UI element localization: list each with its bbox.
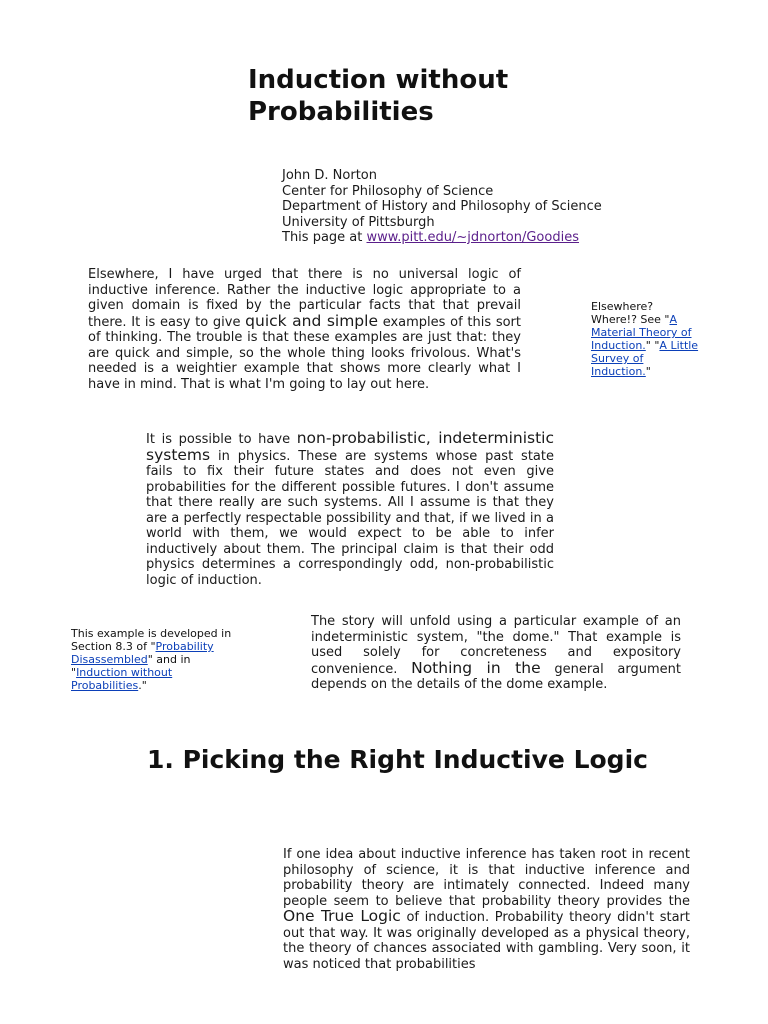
- intro-emphasis: quick and simple: [245, 311, 378, 330]
- sidenote-text: .": [138, 679, 147, 692]
- author-page-line: [282, 230, 702, 246]
- indeterministic-paragraph: [146, 431, 554, 588]
- author-department: Department of History and Philosophy of Science: [282, 199, 602, 214]
- section-heading: 1. Picking the Right Inductive Logic: [147, 745, 648, 774]
- para4-text-b: of induction. Probability theory didn't start out that way. It was originally developed as a physical theory, the theory of chances associated with gambling. Very soon, it was noticed that probabilities: [283, 910, 690, 972]
- page-prefix: This page at: [282, 230, 367, 245]
- probability-disassembled-link[interactable]: Probability Disassembled: [71, 640, 214, 666]
- author-block: [282, 168, 702, 246]
- sidenote-example: [71, 627, 241, 692]
- material-theory-link[interactable]: A Material Theory of Induction.: [591, 313, 692, 352]
- para4-text-a: If one idea about inductive inference has taken root in recent philosophy of science, it is that inductive inference and probability theory are intimately connected. Indeed many people seem to believe that probability theory provides the: [283, 847, 690, 909]
- induction-without-probabilities-link[interactable]: Induction without Probabilities: [71, 666, 173, 692]
- para4-emphasis: One True Logic: [283, 907, 401, 925]
- para2-emphasis: non-probabilistic, indeterministic systems: [146, 429, 554, 464]
- para2-text-a: It is possible to have: [146, 432, 297, 447]
- para3-text-a: The story will unfold using a particular example of an indeterministic system, "the dome." That example is used solely for concreteness and expository convenience.: [311, 614, 681, 677]
- author-university: University of Pittsburgh: [282, 214, 435, 230]
- intro-paragraph: [88, 267, 521, 392]
- goodies-link[interactable]: www.pitt.edu/~jdnorton/Goodies: [366, 230, 579, 245]
- author-center: Center for Philosophy of Science: [282, 183, 494, 199]
- page-title: Induction without Probabilities: [248, 65, 509, 127]
- sidenote-text: " ": [645, 339, 660, 352]
- sidenote-elsewhere: [591, 300, 701, 378]
- sidenote-text: " and in ": [71, 653, 191, 679]
- little-survey-link[interactable]: A Little Survey of Induction.: [591, 339, 699, 378]
- section1-paragraph: [283, 847, 690, 972]
- para3-text-b: general argument depends on the details of the dome example.: [311, 661, 682, 692]
- sidenote-text: Elsewhere? Where!? See ": [591, 300, 670, 326]
- sidenote-text: ": [645, 365, 651, 378]
- intro-text-b: examples of this sort of thinking. The trouble is that these examples are just that: they are quick and simple, so the whole thing looks frivolous. What's needed is a weightier example that shows more clearly what I have in mind. That is what I'm going to lay out here.: [88, 314, 521, 392]
- intro-text-a: Elsewhere, I have urged that there is no universal logic of inductive inference. Rather the inductive logic appropriate to a given domain is fixed by the particular facts that that prevail there. It is easy to give: [88, 267, 521, 330]
- para3-emphasis: Nothing in the: [411, 658, 541, 677]
- sidenote-text: This example is developed in Section 8.3 of ": [71, 627, 232, 653]
- para2-text-b: in physics. These are systems whose past state fails to fix their future states and does not even give probabilities for the different possible futures. I don't assume that there really are such systems. All I assume is that they are a perfectly respectable possibility and that, if we lived in a world with them, we would expect to be able to infer inductively about them. The principal claim is that their odd physics determines a correspondingly odd, non-probabilistic logic of induction.: [146, 448, 554, 588]
- dome-paragraph: [311, 614, 681, 693]
- author-name: John D. Norton: [282, 168, 377, 183]
